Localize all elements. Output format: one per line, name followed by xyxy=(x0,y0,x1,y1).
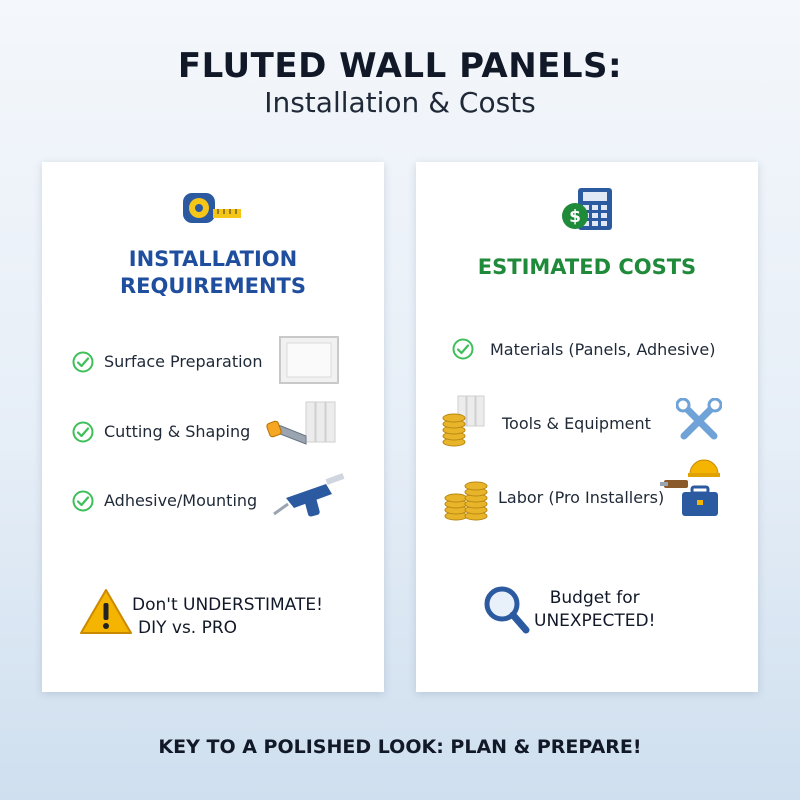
budget-line-1: Budget for xyxy=(549,588,640,608)
svg-text:$: $ xyxy=(569,207,581,227)
item-label-materials: Materials (Panels, Adhesive) xyxy=(490,340,716,359)
heading-line-1: INSTALLATION xyxy=(128,247,298,271)
warning-line-2: DIY vs. PRO xyxy=(138,618,238,638)
item-label-labor: Labor (Pro Installers) xyxy=(498,488,665,507)
check-icon xyxy=(72,351,94,373)
item-label-cutting-shaping: Cutting & Shaping xyxy=(104,422,251,441)
costs-card xyxy=(416,162,758,692)
item-label-surface-preparation: Surface Preparation xyxy=(104,352,263,371)
coins-icon xyxy=(442,470,492,522)
warning-text xyxy=(132,594,323,640)
glue-gun-icon xyxy=(270,470,350,520)
page-title: FLUTED WALL PANELS: xyxy=(177,46,623,86)
budget-line-2: UNEXPECTED! xyxy=(534,611,656,631)
installation-heading xyxy=(42,246,384,300)
item-label-adhesive-mounting: Adhesive/Mounting xyxy=(104,491,258,510)
check-icon xyxy=(452,338,474,360)
heading-line-2: REQUIREMENTS xyxy=(119,274,307,298)
check-icon xyxy=(72,490,94,512)
saw-icon xyxy=(266,400,346,450)
item-label-tools-equipment: Tools & Equipment xyxy=(502,414,651,433)
tape-measure-icon xyxy=(182,190,244,226)
wrench-icon xyxy=(676,398,722,442)
calculator-dollar-icon xyxy=(560,186,616,234)
check-icon xyxy=(72,421,94,443)
budget-text xyxy=(534,587,655,633)
warning-icon xyxy=(78,587,134,637)
footer-tagline: KEY TO A POLISHED LOOK: PLAN & PREPARE! xyxy=(158,736,642,758)
warning-line-1: Don't UNDERSTIMATE! xyxy=(132,595,323,615)
coins-icon xyxy=(440,394,498,448)
magnifier-icon xyxy=(482,584,530,634)
installation-card xyxy=(42,162,384,692)
wall-panel-icon xyxy=(278,335,340,385)
costs-heading: ESTIMATED COSTS xyxy=(477,255,697,279)
worker-toolbox-icon xyxy=(660,456,724,520)
page-subtitle: Installation & Costs xyxy=(264,86,536,119)
